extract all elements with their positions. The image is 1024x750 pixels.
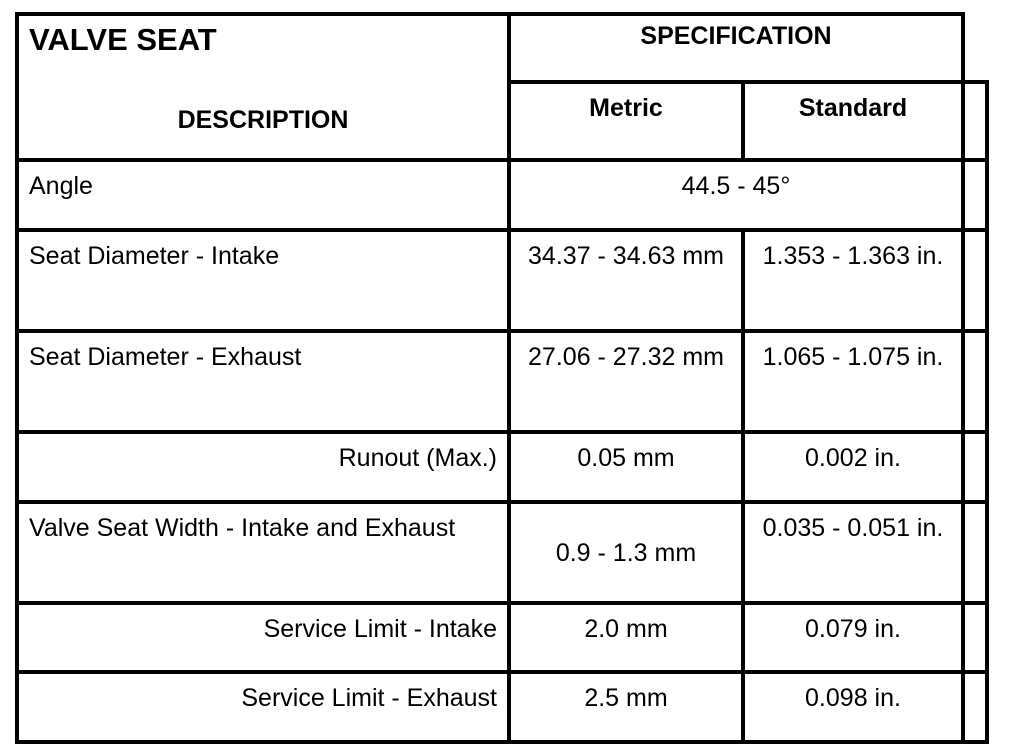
table-title: VALVE SEAT xyxy=(17,14,509,82)
table-row xyxy=(17,603,987,672)
row-description: Valve Seat Width - Intake and Exhaust xyxy=(17,502,509,603)
row-standard-value: 1.065 - 1.075 in. xyxy=(743,331,963,432)
specification-header: SPECIFICATION xyxy=(509,14,963,82)
extra-column-cell xyxy=(963,230,987,331)
extra-column-cell xyxy=(963,331,987,432)
row-metric-value: 2.0 mm xyxy=(509,603,743,672)
extra-column-cell xyxy=(963,432,987,502)
row-standard-value: 0.079 in. xyxy=(743,603,963,672)
row-metric-value: 34.37 - 34.63 mm xyxy=(509,230,743,331)
column-header-row xyxy=(17,82,987,160)
row-standard-value: 0.035 - 0.051 in. xyxy=(743,502,963,603)
row-description: Service Limit - Intake xyxy=(17,603,509,672)
extra-column-cell xyxy=(963,672,987,742)
description-header: DESCRIPTION xyxy=(17,82,509,160)
table-row xyxy=(17,160,987,230)
row-description: Seat Diameter - Exhaust xyxy=(17,331,509,432)
table-row xyxy=(17,672,987,742)
row-description: Runout (Max.) xyxy=(17,432,509,502)
valve-seat-spec-table xyxy=(15,12,989,744)
table-title-row xyxy=(17,14,987,82)
row-metric-value: 2.5 mm xyxy=(509,672,743,742)
row-metric-value: 0.9 - 1.3 mm xyxy=(509,502,743,603)
extra-column-cell xyxy=(963,82,987,160)
table-row xyxy=(17,432,987,502)
extra-column-cell xyxy=(963,502,987,603)
row-description: Seat Diameter - Intake xyxy=(17,230,509,331)
standard-header: Standard xyxy=(743,82,963,160)
row-standard-value: 1.353 - 1.363 in. xyxy=(743,230,963,331)
table-row xyxy=(17,331,987,432)
metric-header: Metric xyxy=(509,82,743,160)
row-combined-value: 44.5 - 45° xyxy=(509,160,963,230)
table-row xyxy=(17,230,987,331)
row-description: Angle xyxy=(17,160,509,230)
extra-column-cell xyxy=(963,603,987,672)
row-metric-value: 0.05 mm xyxy=(509,432,743,502)
extra-column-cell xyxy=(963,160,987,230)
row-standard-value: 0.098 in. xyxy=(743,672,963,742)
row-description: Service Limit - Exhaust xyxy=(17,672,509,742)
table-row xyxy=(17,502,987,603)
row-standard-value: 0.002 in. xyxy=(743,432,963,502)
corner-blank xyxy=(963,14,987,82)
row-metric-value: 27.06 - 27.32 mm xyxy=(509,331,743,432)
